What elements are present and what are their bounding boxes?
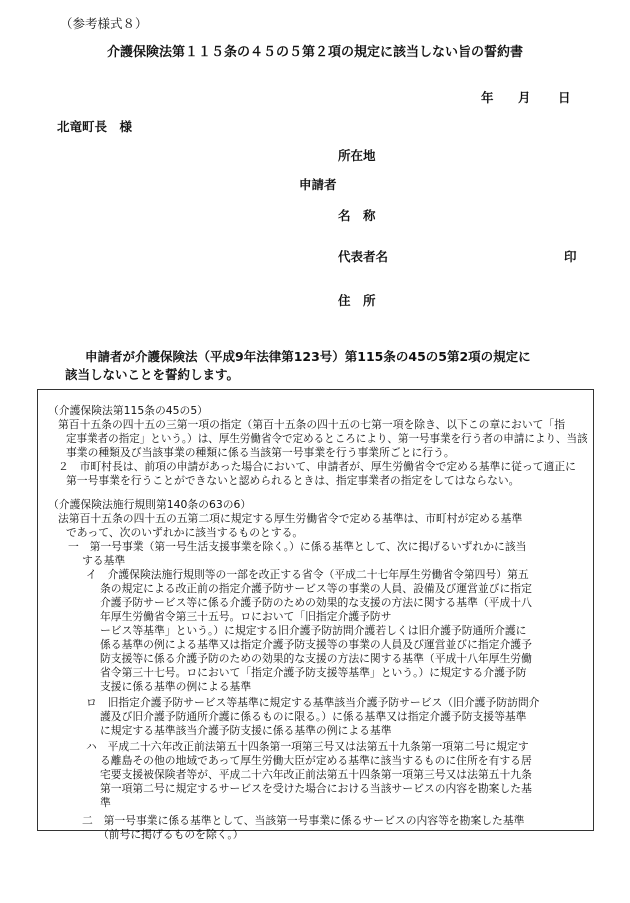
box-line: （介護保険法施行規則第140条の63の6） (48, 498, 252, 511)
date-year-label: 年 (481, 90, 494, 105)
residence-label: 住 所 (338, 293, 376, 308)
box-line: る離島その他の地域であって厚生労働大臣が定める基準に該当するものに住所を有する居 (100, 754, 532, 767)
box-line: 事業の種類及び当該事業の種類に係る当該第一号事業を行う事業所ごとに行う。 (66, 446, 455, 459)
pledge-statement (57, 348, 587, 384)
box-line: 法第百十五条の四十五の五第二項に規定する厚生労働省令で定める基準は、市町村が定める基準 (58, 512, 523, 525)
address-label: 所在地 (338, 148, 376, 163)
pledge-line-1: 申請者が介護保険法（平成9年法律第123号）第115条の45の5第2項の規定に (85, 349, 531, 364)
box-line: イ 介護保険法施行規則等の一部を改正する省令（平成二十七年厚生労働省令第四号）第五 (86, 568, 529, 581)
document-title: 介護保険法第１１５条の４５の５第２項の規定に該当しない旨の誓約書 (106, 45, 523, 60)
date-month-label: 月 (518, 90, 531, 105)
box-line: 係る基準の例による基準又は指定介護予防支援等の事業の人員及び運営並びに指定介護予 (100, 638, 532, 651)
reference-form-label: （参考様式８） (60, 16, 148, 31)
box-line: 準 (100, 796, 111, 809)
box-line: 護及び旧介護予防通所介護に係るものに限る。）に係る基準又は指定介護予防支援等基準 (100, 710, 527, 723)
representative-label: 代表者名 (338, 249, 389, 264)
box-line: ハ 平成二十六年改正前法第五十四条第一項第三号又は法第五十九条第一項第二号に規定す (86, 740, 529, 753)
box-line: 第一号事業を行うことができないと認められるときは、指定事業者の指定をしてはならない。 (66, 474, 520, 487)
addressee: 北竜町長 様 (57, 119, 133, 134)
date-day-label: 日 (558, 90, 571, 105)
box-line: 第一項第二号に規定するサービスを受けた場合における当該サービスの内容を勘案した基 (100, 782, 532, 795)
box-line: （前号に掲げるものを除く。） (98, 828, 244, 841)
box-line: ービス等基準」という。）に規定する旧介護予防訪問介護若しくは旧介護予防通所介護に (100, 624, 527, 637)
pledge-line-2: 該当しないことを誓約します。 (65, 367, 240, 382)
box-line: 二 第一号事業に係る基準として、当該第一号事業に係るサービスの内容等を勘案した基準 (82, 814, 525, 827)
legal-reference-box (37, 389, 594, 841)
box-line: 支援に係る基準の例による基準 (100, 680, 252, 693)
box-line: 宅要支援被保険者等が、平成二十六年改正前法第五十四条第一項第三号又は法第五十九条 (100, 768, 532, 781)
seal-mark: 印 (564, 249, 577, 264)
box-line: 年厚生労働省令第三十五号。ロにおいて「旧指定介護予防サ (100, 610, 392, 623)
box-line: ロ 旧指定介護予防サービス等基準に規定する基準該当介護予防サービス（旧介護予防訪問介 (86, 696, 540, 709)
box-line: 定事業者の指定」という。）は、厚生労働省令で定めるところにより、第一号事業を行う者の申請により、当該 (66, 432, 588, 445)
box-line: であって、次のいずれかに該当するものとする。 (66, 526, 304, 539)
box-line: に規定する基準該当介護予防支援に係る基準の例による基準 (100, 724, 392, 737)
name-label: 名 称 (338, 208, 376, 223)
box-line: する基準 (82, 554, 126, 567)
applicant-label: 申請者 (299, 177, 337, 192)
box-line: 条の規定による改正前の指定介護予防サービス等の事業の人員、設備及び運営並びに指定 (100, 582, 532, 595)
box-line: 一 第一号事業（第一号生活支援事業を除く。）に係る基準として、次に掲げるいずれかに該当 (68, 540, 527, 553)
box-line: （介護保険法第115条の45の5） (48, 404, 208, 417)
box-line: 第百十五条の四十五の三第一項の指定（第百十五条の四十五の七第一項を除き、以下この章において「指 (58, 418, 566, 431)
box-line: 介護予防サービス等に係る介護予防のための効果的な支援の方法に関する基準（平成十八 (100, 596, 532, 609)
box-line: 防支援等に係る介護予防のための効果的な支援の方法に関する基準（平成十八年厚生労働 (100, 652, 532, 665)
box-line: 省令第三十七号。ロにおいて「指定介護予防支援等基準」という。）に規定する介護予防 (100, 666, 527, 679)
box-line: ２ 市町村長は、前項の申請があった場合において、申請者が、厚生労働省令で定める基準に従って適正に (58, 460, 576, 473)
